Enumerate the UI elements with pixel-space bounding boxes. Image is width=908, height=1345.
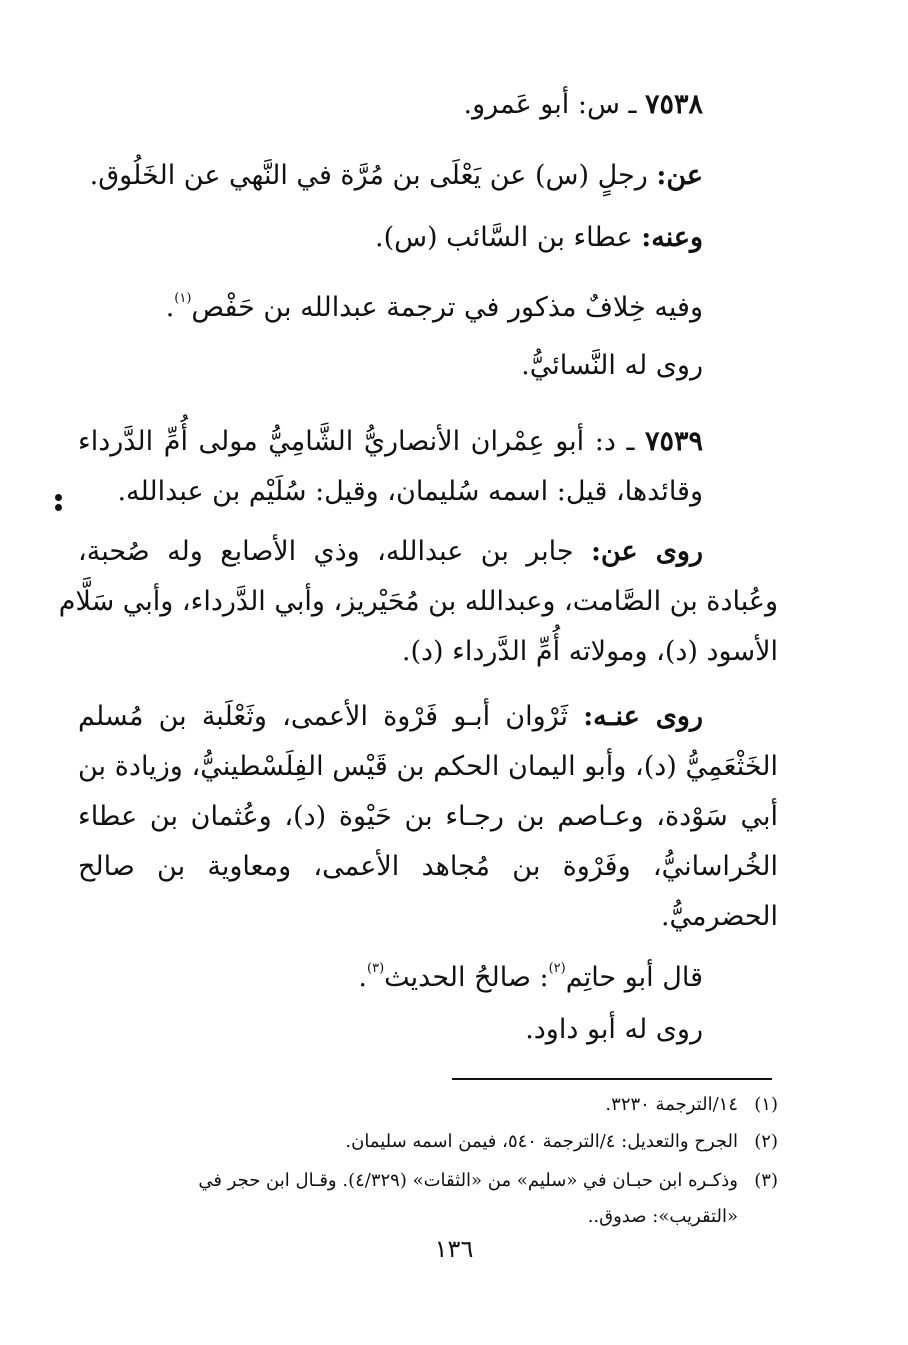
footnote-ref-1: (١) (174, 291, 192, 306)
entry-7538-khilaf (166, 288, 703, 328)
footnote-number: (١) (754, 1094, 778, 1115)
footnote-text: ١٤/الترجمة ٣٢٣٠. (605, 1094, 738, 1115)
footnote-3 (80, 1167, 778, 1195)
rawa-an-line3 (402, 632, 778, 672)
rawa-anhu-text: ثَرْوان أبـو فَرْوة الأعمى، وثَعْلَبة بن مُسلم (78, 701, 584, 732)
footnote-1 (605, 1091, 778, 1119)
qala-abu-hatim (358, 958, 703, 998)
rawa-an-label: روى عن: (590, 536, 703, 567)
entry-heading-line2: وقائدها، قيل: اسمه سُليمان، وقيل: سُلَيْم بن عبدالله. (117, 476, 703, 507)
footnote-ref-2: (٢) (548, 961, 566, 976)
footnote-divider (452, 1078, 772, 1080)
qala-text-2: : صالحُ الحديث (384, 962, 549, 993)
wanhu-text: عطاء بن السَّائب (س). (374, 222, 642, 253)
footnote-text: وذكـره ابن حبـان في «سليم» من «الثقات» (٤/٣٢٩). وقـال ابن حجر في (198, 1170, 738, 1191)
rawa-anhu-line1 (78, 697, 703, 737)
entry-7538-heading (463, 85, 703, 125)
rawa-anhu-text: أبي سَوْدة، وعـاصم بن رجـاء بن حَيْوة (د)، وعُثمان بن عطاء (78, 801, 778, 832)
footnote-ref-3: (٣) (367, 961, 385, 976)
margin-mark (55, 504, 62, 511)
footnote-text: «التقريب»: صدوق.. (587, 1206, 738, 1227)
rawa-anhu-text: الحضرميُّ. (660, 901, 778, 932)
entry-7538-an (90, 156, 703, 196)
entry-heading-text: ـ د: أبو عِمْران الأنصاريُّ الشَّامِيُّ مولى أُمِّ الدَّرداء (78, 426, 645, 457)
footnote-text: الجرح والتعديل: ٤/الترجمة ٥٤٠، فيمن اسمه سليمان. (345, 1131, 738, 1152)
rawa-anhu-label: روى عنـه: (583, 701, 703, 732)
rawa-an-text: الأسود (د)، ومولاته أُمِّ الدَّرداء (د). (401, 636, 778, 667)
rawa-anhu-line4 (78, 847, 778, 887)
rawa-anhu-text: الخَثْعَمِيُّ (د)، وأبو اليمان الحكم بن قَيْس الفِلَسْطينيُّ، وزيادة بن (78, 751, 778, 782)
wanhu-label: وعنه: (641, 222, 703, 253)
an-label: عن: (656, 160, 703, 191)
khilaf-end: . (165, 292, 175, 323)
margin-mark (55, 494, 62, 501)
rawa-anhu-line3 (78, 797, 778, 837)
rawa-text: روى له النَّسائيُّ. (521, 350, 703, 381)
rawa-an-text: جابر بن عبدالله، وذي الأصابع وله صُحبة، (78, 536, 591, 567)
rawa-anhu-text: الخُراسانيُّ، وفَرْوة بن مُجاهد الأعمى، ومعاوية بن صالح (78, 851, 778, 882)
entry-number: ٧٥٣٩ (644, 426, 703, 457)
page-number: ١٣٦ (434, 1235, 474, 1263)
footnote-2 (345, 1128, 778, 1156)
entry-7538-rawa (521, 346, 703, 386)
entry-7539-heading-line2 (117, 472, 703, 512)
footnote-number: (٣) (754, 1170, 778, 1191)
footnote-number: (٢) (754, 1131, 778, 1152)
khilaf-text: وفيه خِلافٌ مذكور في ترجمة عبدالله بن حَفْص (191, 292, 703, 323)
an-text: رجلٍ (س) عن يَعْلَى بن مُرَّة في النَّهي عن الخَلُوق. (89, 160, 657, 191)
rawa-anhu-line5 (661, 897, 778, 937)
entry-number: ٧٥٣٨ (644, 89, 703, 120)
rawa-an-text: وعُبادة بن الصَّامت، وعبدالله بن مُحَيْريز، وأبي الدَّرداء، وأبي سَلَّام (58, 586, 778, 617)
entry-heading-text: ـ س: أبو عَمرو. (463, 89, 645, 120)
entry-7539-rawa (525, 1010, 703, 1050)
qala-end: . (358, 962, 367, 993)
rawa-an-line2 (58, 582, 778, 622)
qala-text: قال أبو حاتِم (565, 962, 703, 993)
entry-7538-wanhu (375, 218, 703, 258)
entry-7539-heading-line1 (78, 422, 703, 462)
footnote-3-continued (588, 1203, 738, 1231)
rawa-an-line1 (78, 532, 703, 572)
rawa-text: روى له أبو داود. (525, 1014, 703, 1045)
rawa-anhu-line2 (78, 747, 778, 787)
